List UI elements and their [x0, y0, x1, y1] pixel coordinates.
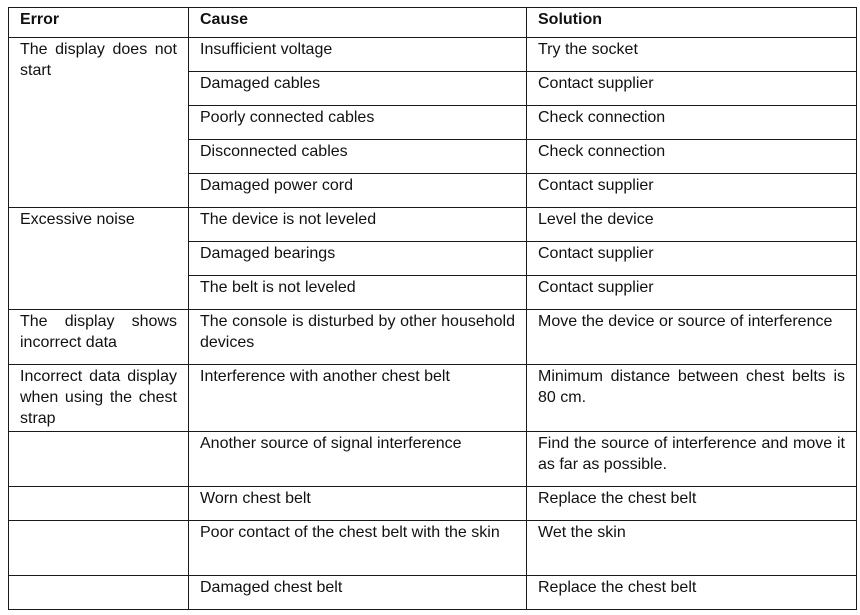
solution-cell: Contact supplier — [527, 72, 857, 106]
table-row — [9, 521, 857, 576]
solution-cell: Move the device or source of interference — [527, 310, 857, 365]
solution-cell: Try the socket — [527, 38, 857, 72]
error-cell — [9, 487, 189, 521]
cause-cell: Worn chest belt — [189, 487, 527, 521]
table-row — [9, 208, 857, 242]
solution-cell: Contact supplier — [527, 276, 857, 310]
error-cell — [9, 576, 189, 610]
table-header-row — [9, 8, 857, 38]
cause-cell: Interference with another chest belt — [189, 365, 527, 432]
table-row — [9, 310, 857, 365]
cause-cell: Poor contact of the chest belt with the skin — [189, 521, 527, 576]
solution-cell: Check connection — [527, 106, 857, 140]
solution-cell: Minimum distance between chest belts is 80 cm. — [527, 365, 857, 432]
solution-cell: Contact supplier — [527, 242, 857, 276]
troubleshooting-table — [8, 7, 857, 610]
solution-cell: Contact supplier — [527, 174, 857, 208]
error-cell: Incorrect data display when using the chest strap — [9, 365, 189, 432]
solution-cell: Level the device — [527, 208, 857, 242]
error-cell — [9, 521, 189, 576]
cause-cell: Damaged chest belt — [189, 576, 527, 610]
solution-cell: Wet the skin — [527, 521, 857, 576]
solution-cell: Replace the chest belt — [527, 576, 857, 610]
error-cell — [9, 432, 189, 487]
cause-cell: Poorly connected cables — [189, 106, 527, 140]
table-row — [9, 576, 857, 610]
error-cell: The display does not start — [9, 38, 189, 208]
solution-cell: Find the source of interference and move it as far as possible. — [527, 432, 857, 487]
error-cell: Excessive noise — [9, 208, 189, 310]
table-row — [9, 487, 857, 521]
cause-cell: Disconnected cables — [189, 140, 527, 174]
solution-cell: Check connection — [527, 140, 857, 174]
header-cause: Cause — [189, 8, 527, 38]
error-cell: The display shows incorrect data — [9, 310, 189, 365]
cause-cell: Damaged power cord — [189, 174, 527, 208]
cause-cell: Another source of signal interference — [189, 432, 527, 487]
table-row — [9, 365, 857, 432]
cause-cell: Insufficient voltage — [189, 38, 527, 72]
solution-cell: Replace the chest belt — [527, 487, 857, 521]
cause-cell: Damaged bearings — [189, 242, 527, 276]
cause-cell: Damaged cables — [189, 72, 527, 106]
table-row — [9, 432, 857, 487]
table-row — [9, 38, 857, 72]
header-solution: Solution — [527, 8, 857, 38]
cause-cell: The device is not leveled — [189, 208, 527, 242]
header-error: Error — [9, 8, 189, 38]
cause-cell: The console is disturbed by other household devices — [189, 310, 527, 365]
cause-cell: The belt is not leveled — [189, 276, 527, 310]
